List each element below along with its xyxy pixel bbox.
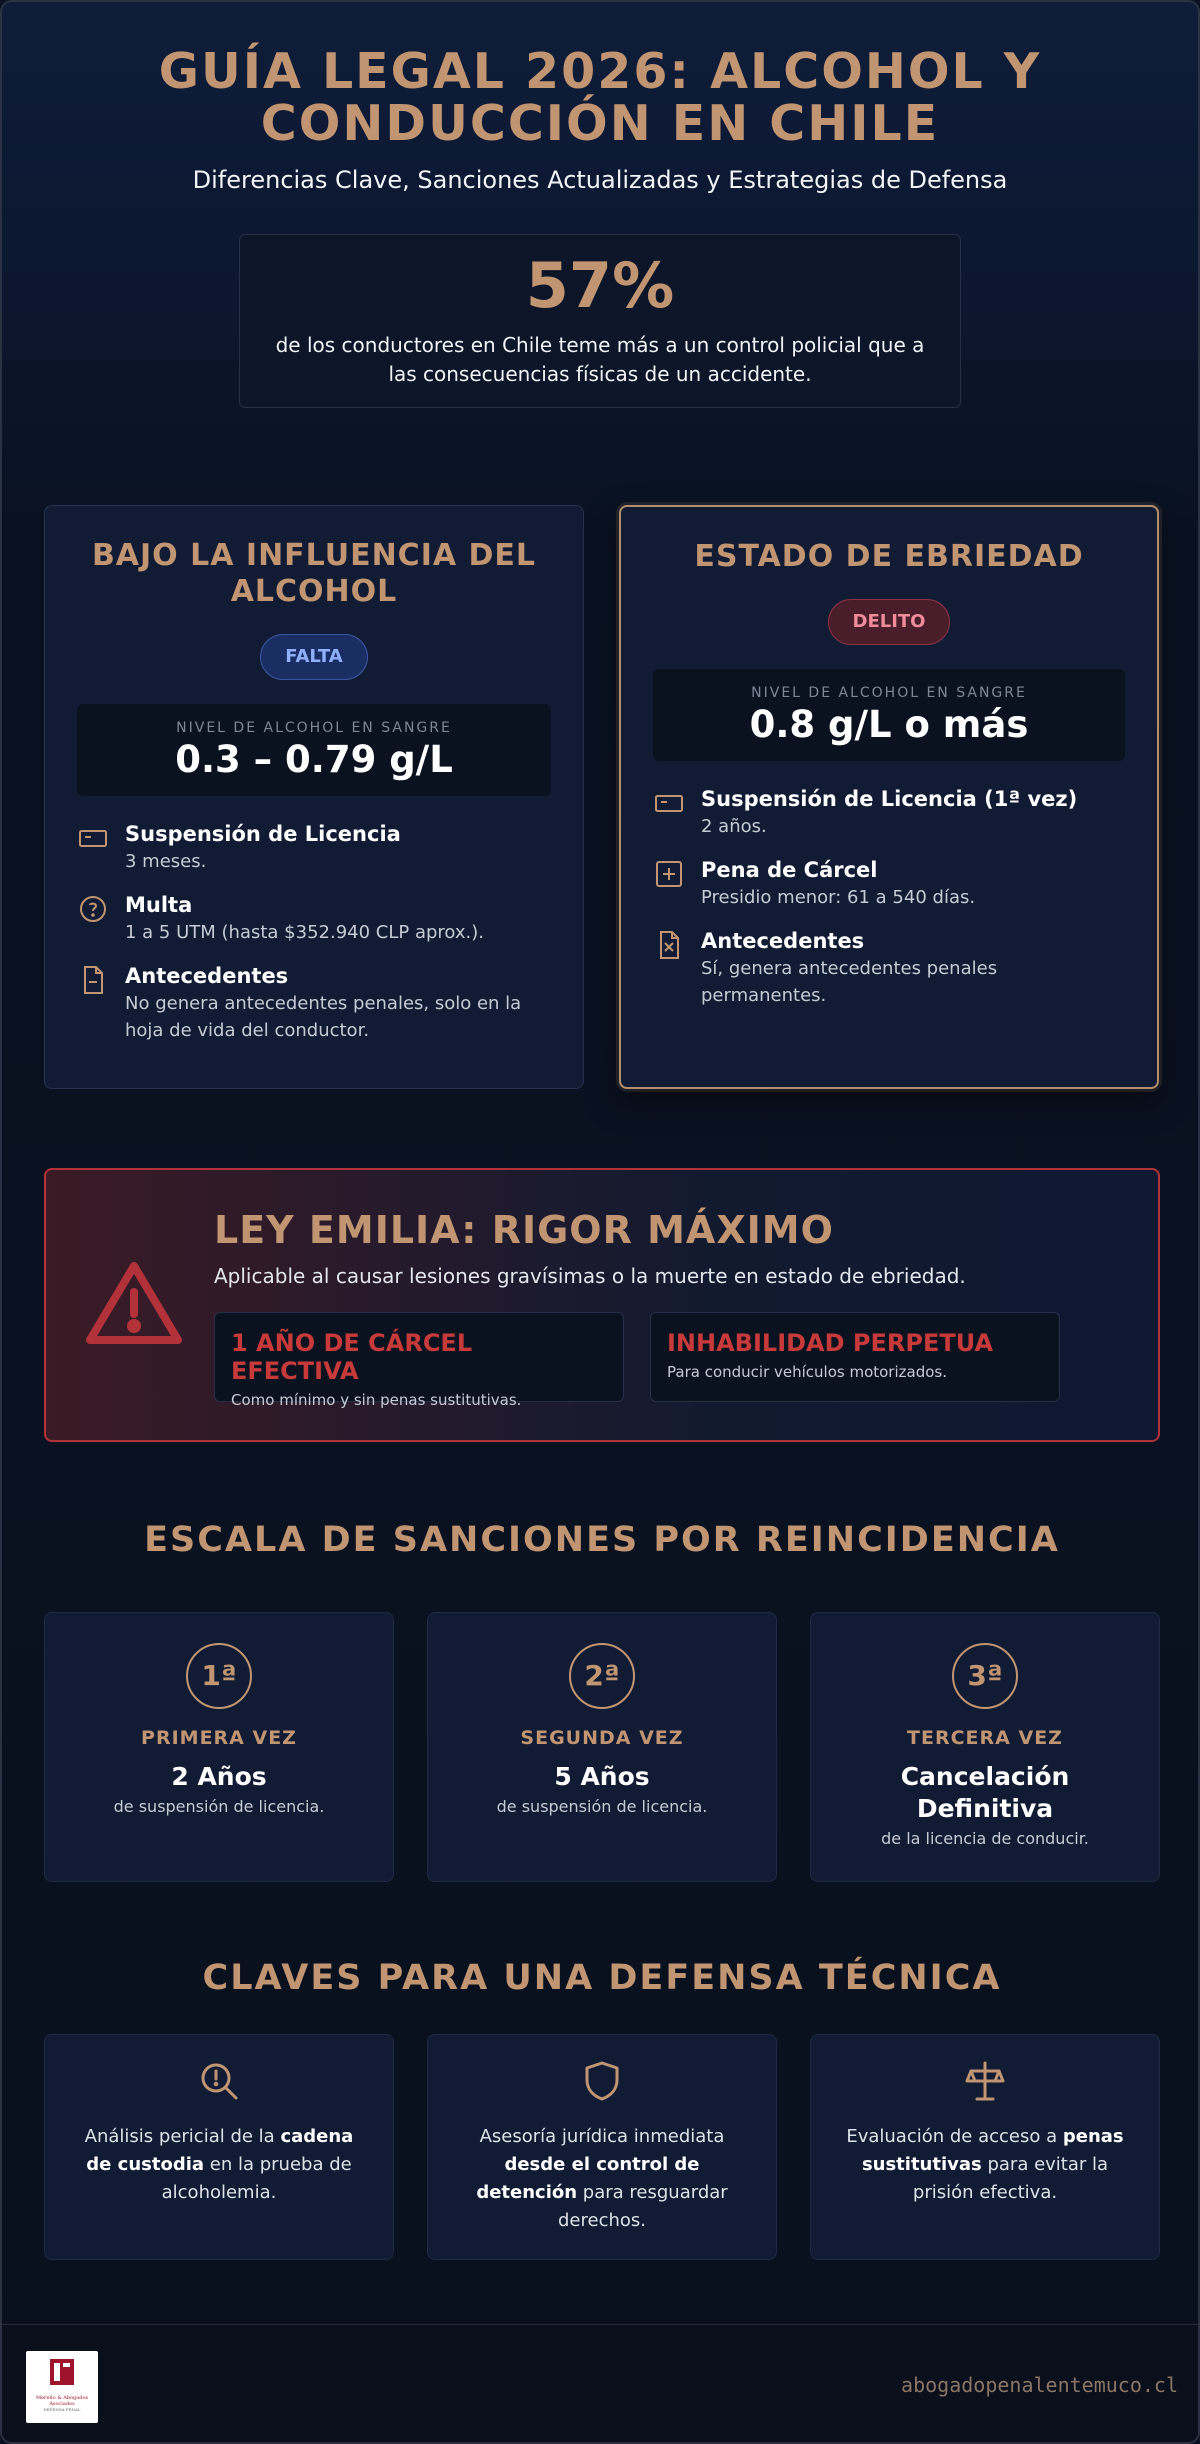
defensa-tile xyxy=(44,2034,394,2260)
tile-desc: de suspensión de licencia. xyxy=(496,1797,708,1816)
item-desc: Presidio menor: 61 a 540 días. xyxy=(701,887,976,908)
logo-sub: DEFENSA PENAL xyxy=(43,2407,81,2412)
license-card-icon xyxy=(77,820,125,875)
firm-logo xyxy=(26,2351,98,2423)
card-title: BAJO LA INFLUENCIA DEL ALCOHOL xyxy=(91,538,537,609)
license-card-icon xyxy=(653,785,701,840)
emilia-subtitle: Aplicable al causar lesiones gravísimas o la muerte en estado de ebriedad. xyxy=(214,1264,966,1288)
logo-name: Merello & Abogados Asociados xyxy=(35,2395,89,2407)
alcohol-level-box xyxy=(77,704,551,796)
level-label: NIVEL DE ALCOHOL EN SANGRE xyxy=(176,720,452,736)
page-subtitle: Diferencias Clave, Sanciones Actualizadas y Estrategias de Defensa xyxy=(192,166,1008,194)
jail-icon xyxy=(653,856,701,911)
item-desc: 3 meses. xyxy=(125,851,207,872)
warning-icon xyxy=(84,1258,184,1348)
tile-label: PRIMERA VEZ xyxy=(141,1727,297,1749)
emilia-box-desc: Como mínimo y sin penas sustitutivas. xyxy=(231,1391,522,1409)
defensa-tile xyxy=(810,2034,1160,2260)
alcohol-level-box xyxy=(653,669,1125,761)
logo-mark-icon xyxy=(44,2355,80,2391)
page-title: GUÍA LEGAL 2026: ALCOHOL Y CONDUCCIÓN EN CHILE xyxy=(158,43,1042,152)
item-title: Pena de Cárcel xyxy=(701,858,878,882)
item-desc: No genera antecedentes penales, solo en la hoja de vida del conductor. xyxy=(125,993,522,1041)
document-icon xyxy=(77,962,125,1044)
emilia-title: LEY EMILIA: RIGOR MÁXIMO xyxy=(214,1208,834,1252)
tile-value: 2 Años xyxy=(171,1762,267,1791)
card-title: ESTADO DE EBRIEDAD xyxy=(694,539,1084,574)
sanction-list xyxy=(77,820,551,1044)
ordinal-badge: 1ª xyxy=(186,1643,252,1709)
item-title: Suspensión de Licencia (1ª vez) xyxy=(701,787,1078,811)
delito-badge: DELITO xyxy=(828,599,950,645)
defensa-text: Análisis pericial de la cadena de custodia en la prueba de alcoholemia. xyxy=(84,2126,354,2203)
emilia-sanction-box xyxy=(650,1312,1060,1402)
reincidencia-tile xyxy=(810,1612,1160,1882)
tile-desc: de la licencia de conducir. xyxy=(881,1829,1089,1848)
shield-icon xyxy=(428,2059,776,2107)
level-value: 0.3 – 0.79 g/L xyxy=(175,738,453,781)
ordinal-badge: 2ª xyxy=(569,1643,635,1709)
tile-desc: de suspensión de licencia. xyxy=(113,1797,325,1816)
item-title: Antecedentes xyxy=(125,964,289,988)
card-drunkenness xyxy=(619,505,1159,1089)
defensa-tile xyxy=(427,2034,777,2260)
emilia-box-title: 1 AÑO DE CÁRCEL EFECTIVA xyxy=(231,1329,473,1385)
card-influence xyxy=(44,505,584,1089)
level-label: NIVEL DE ALCOHOL EN SANGRE xyxy=(751,685,1027,701)
reincidencia-tile xyxy=(427,1612,777,1882)
sanction-list xyxy=(653,785,1125,1009)
list-item xyxy=(77,891,551,946)
stat-text: de los conductores en Chile teme más a un control policial que a las consecuencias físicas de un accidente. xyxy=(275,333,925,386)
ley-emilia-panel xyxy=(44,1168,1160,1442)
tile-value: 5 Años xyxy=(554,1762,650,1791)
list-item xyxy=(77,962,551,1044)
falta-badge: FALTA xyxy=(260,634,368,680)
item-desc: 1 a 5 UTM (hasta $352.940 CLP aprox.). xyxy=(125,922,484,943)
item-desc: Sí, genera antecedentes penales permanentes. xyxy=(701,958,998,1006)
list-item xyxy=(653,785,1125,840)
item-desc: 2 años. xyxy=(701,816,767,837)
document-x-icon xyxy=(653,927,701,1009)
defensa-text: Evaluación de acceso a penas sustitutivas para evitar la prisión efectiva. xyxy=(846,2126,1124,2203)
tile-label: TERCERA VEZ xyxy=(907,1727,1063,1749)
list-item xyxy=(77,820,551,875)
scales-icon xyxy=(811,2059,1159,2107)
stat-value: 57% xyxy=(525,249,675,322)
list-item xyxy=(653,927,1125,1009)
emilia-sanction-box xyxy=(214,1312,624,1409)
defensa-title: CLAVES PARA UNA DEFENSA TÉCNICA xyxy=(202,1958,1002,1998)
website-link[interactable]: abogadopenalentemuco.cl xyxy=(901,2373,1178,2397)
header xyxy=(2,2,1198,408)
reincidencia-title: ESCALA DE SANCIONES POR REINCIDENCIA xyxy=(144,1520,1060,1560)
footer xyxy=(2,2324,1200,2444)
ordinal-badge: 3ª xyxy=(952,1643,1018,1709)
comparison-section xyxy=(44,505,1160,1089)
search-icon xyxy=(45,2059,393,2107)
list-item xyxy=(653,856,1125,911)
emilia-box-desc: Para conducir vehículos motorizados. xyxy=(667,1363,947,1381)
item-title: Antecedentes xyxy=(701,929,865,953)
stat-box xyxy=(239,234,961,408)
item-title: Suspensión de Licencia xyxy=(125,822,401,846)
item-title: Multa xyxy=(125,893,193,917)
reincidencia-tile xyxy=(44,1612,394,1882)
defensa-text: Asesoría jurídica inmediata desde el control de detención para resguardar derechos. xyxy=(476,2126,728,2231)
tile-label: SEGUNDA VEZ xyxy=(520,1727,684,1749)
emilia-box-title: INHABILIDAD PERPETUA xyxy=(667,1329,994,1357)
coin-icon xyxy=(77,891,125,946)
tile-value: Cancelación Definitiva xyxy=(900,1762,1070,1823)
level-value: 0.8 g/L o más xyxy=(749,703,1029,746)
